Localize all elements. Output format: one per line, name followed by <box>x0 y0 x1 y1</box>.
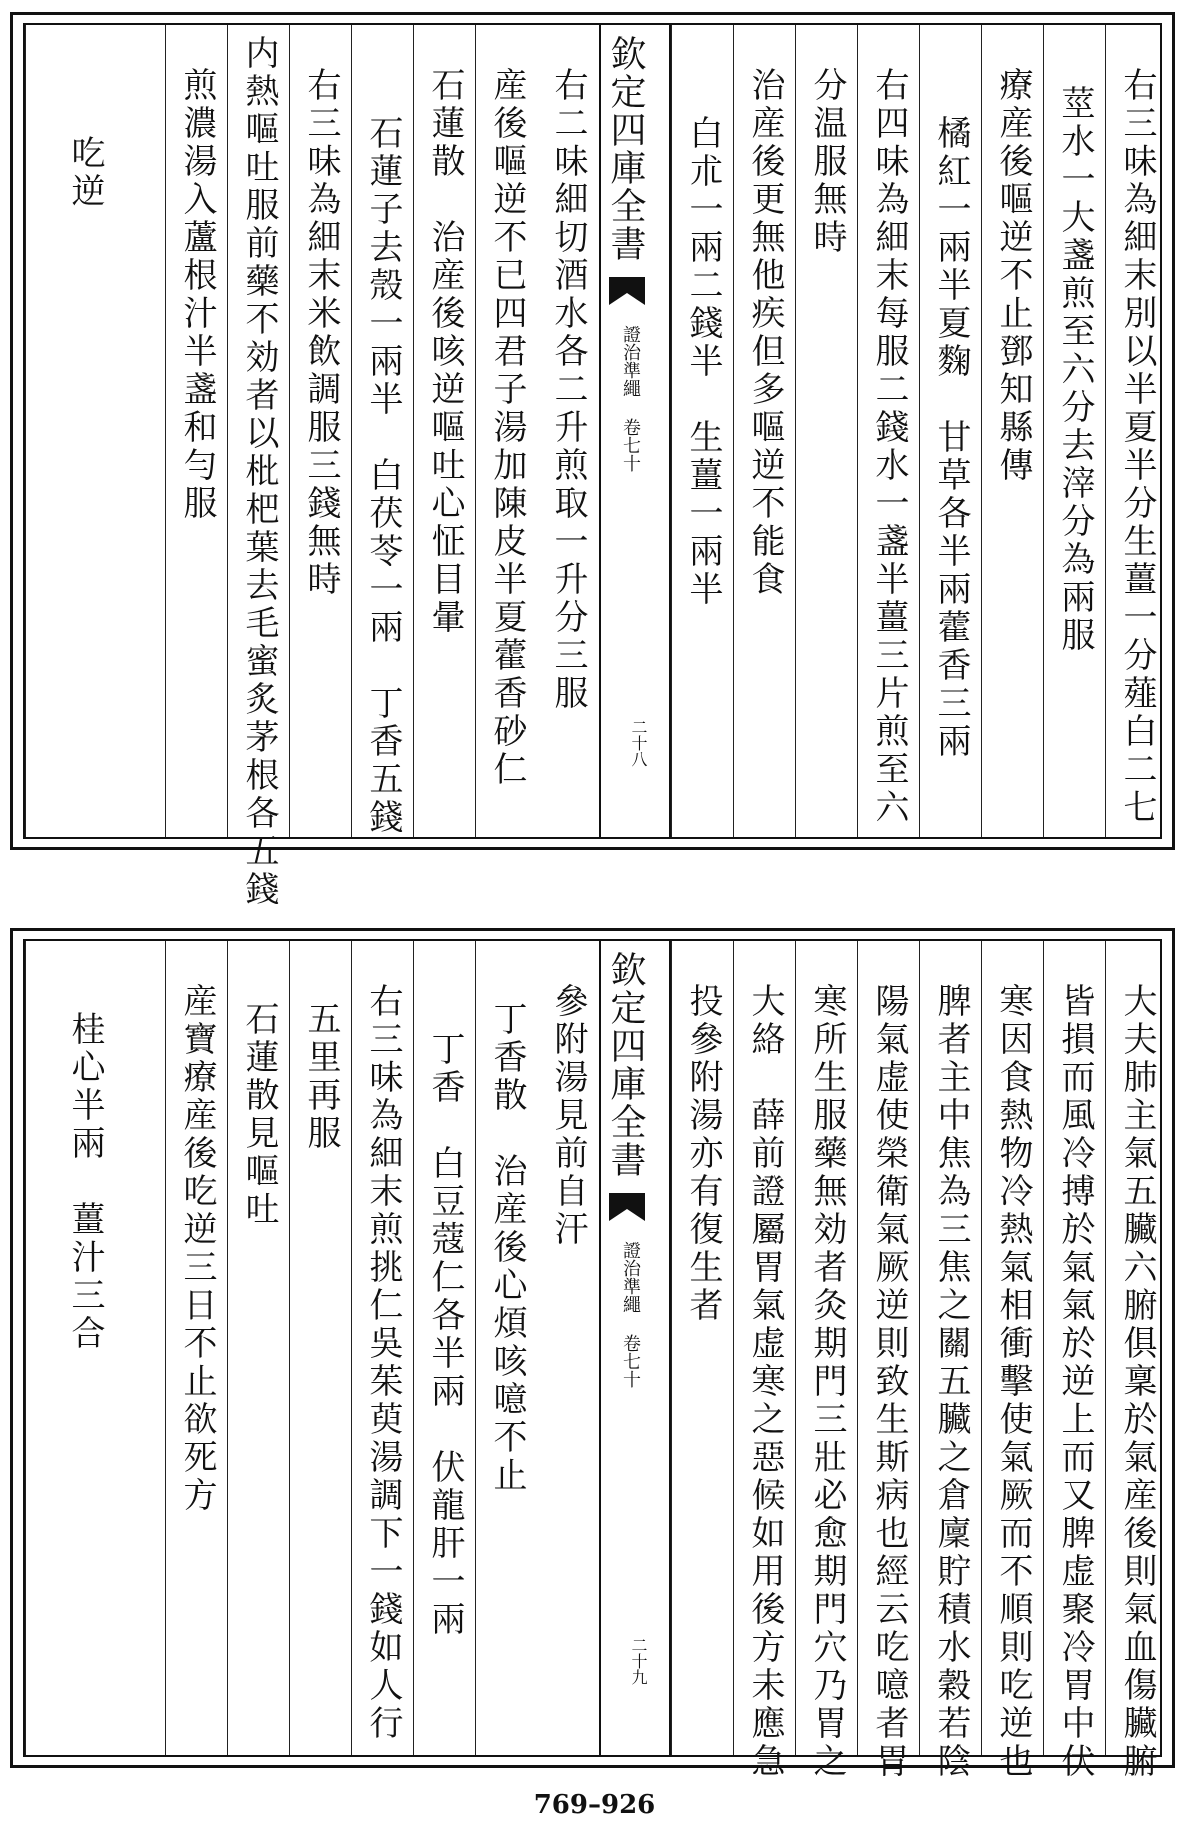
text-line: 産寶療産後吃逆三日不止欲死方 <box>177 983 217 1515</box>
text-line: 丁香散 治産後心煩咳噫不止 <box>487 1001 527 1495</box>
text-column <box>671 25 733 837</box>
text-line: 參附湯見前自汗 <box>548 983 588 1249</box>
text-line: 寒所生服藥無効者灸期門三壯必愈期門穴乃胃之 <box>807 983 847 1781</box>
text-column <box>165 25 227 837</box>
text-line: 右三味為細末米飲調服三錢無時 <box>301 67 341 599</box>
text-column <box>475 25 537 837</box>
text-column <box>165 941 227 1755</box>
text-line: 石蓮散 治産後咳逆嘔吐心怔目暈 <box>425 67 465 637</box>
text-column <box>227 941 289 1755</box>
volume-label: 證治準繩 卷七十 <box>620 1241 641 1388</box>
page-number: 二十八 <box>629 719 648 767</box>
text-line: 右三味為細末別以半夏半分生薑一分薤白二七 <box>1117 67 1157 827</box>
text-line: 石蓮子去殼一兩半 白茯苓一兩 丁香五錢 <box>363 115 403 837</box>
text-line: 丁香 白豆蔻仁各半兩 伏龍肝一兩 <box>425 1031 465 1639</box>
text-column <box>671 941 733 1755</box>
text-column <box>981 25 1043 837</box>
fishtail-mark-icon <box>607 275 647 315</box>
text-column <box>795 941 857 1781</box>
section-heading: 吃逆 <box>65 135 105 211</box>
text-column <box>857 941 919 1781</box>
book-title: 欽定四庫全書 <box>605 35 646 263</box>
text-column <box>1043 25 1105 837</box>
text-column <box>25 25 165 837</box>
text-line: 産後嘔逆不已四君子湯加陳皮半夏藿香砂仁 <box>487 67 527 789</box>
text-column <box>537 25 599 837</box>
text-line: 右三味為細末煎挑仁吳茱萸湯調下一錢如人行 <box>363 983 403 1743</box>
text-column <box>919 941 981 1781</box>
text-line: 脾者主中焦為三焦之關五臟之倉廩貯積水穀若陰 <box>931 983 971 1781</box>
volume-label: 證治準繩 卷七十 <box>620 325 641 472</box>
text-column <box>537 941 599 1755</box>
text-line: 桂心半兩 薑汁三合 <box>65 1011 105 1353</box>
page-frame <box>23 23 1162 909</box>
text-line: 分温服無時 <box>807 67 847 257</box>
text-column <box>351 941 413 1755</box>
text-column <box>795 25 857 837</box>
text-column <box>1105 941 1167 1781</box>
page-number: 二十九 <box>629 1637 648 1685</box>
book-title: 欽定四庫全書 <box>605 951 646 1179</box>
text-line: 投參附湯亦有復生者 <box>683 983 723 1325</box>
center-fold <box>599 25 671 837</box>
page-footer-number: 769–926 <box>533 1790 656 1820</box>
text-column <box>733 25 795 837</box>
text-line: 白朮一兩二錢半 生薑一兩半 <box>683 115 723 609</box>
text-line: 煎濃湯入蘆根汁半盞和勻服 <box>177 67 217 523</box>
text-column <box>413 941 475 1755</box>
text-column <box>227 25 289 909</box>
text-line: 五里再服 <box>301 1001 341 1153</box>
text-column <box>919 25 981 837</box>
text-line: 治産後更無他疾但多嘔逆不能食 <box>745 67 785 599</box>
text-line: 内熱嘔吐服前藥不効者以枇杷葉去毛蜜炙茅根各五錢 <box>239 35 279 909</box>
text-line: 莖水一大盞煎至六分去滓分為兩服 <box>1055 85 1095 655</box>
text-line: 寒因食熱物冷熱氣相衝擊使氣厥而不順則吃逆也 <box>993 983 1033 1781</box>
text-column <box>289 941 351 1755</box>
text-column <box>733 941 795 1781</box>
text-column <box>25 941 165 1755</box>
page-sheet-bottom <box>10 928 1175 1781</box>
text-column <box>857 25 919 837</box>
text-line: 石蓮散見嘔吐 <box>239 1001 279 1229</box>
text-line: 右四味為細末每服二錢水一盞半薑三片煎至六 <box>869 67 909 827</box>
text-column <box>1043 941 1105 1781</box>
text-column <box>475 941 537 1755</box>
text-column <box>351 25 413 837</box>
page-frame <box>23 939 1162 1781</box>
text-column <box>1105 25 1167 837</box>
text-line: 皆損而風冷搏於氣氣於逆上而又脾虚聚冷胃中伏 <box>1055 983 1095 1781</box>
text-line: 大絡 薛前證屬胃氣虚寒之惡候如用後方未應急 <box>745 983 785 1781</box>
text-line: 陽氣虚使榮衛氣厥逆則致生斯病也經云吃噫者胃 <box>869 983 909 1781</box>
page-sheet-top <box>10 12 1175 909</box>
text-line: 橘紅一兩半夏麴 甘草各半兩藿香三兩 <box>931 115 971 761</box>
text-line: 療産後嘔逆不止鄧知縣傳 <box>993 67 1033 485</box>
text-column <box>981 941 1043 1781</box>
fishtail-mark-icon <box>607 1191 647 1231</box>
text-column <box>413 25 475 837</box>
text-line: 右二味細切酒水各二升煎取一升分三服 <box>548 67 588 713</box>
text-column <box>289 25 351 837</box>
text-line: 大夫肺主氣五臟六腑俱稟於氣産後則氣血傷臟腑 <box>1117 983 1157 1781</box>
center-fold <box>599 941 671 1755</box>
